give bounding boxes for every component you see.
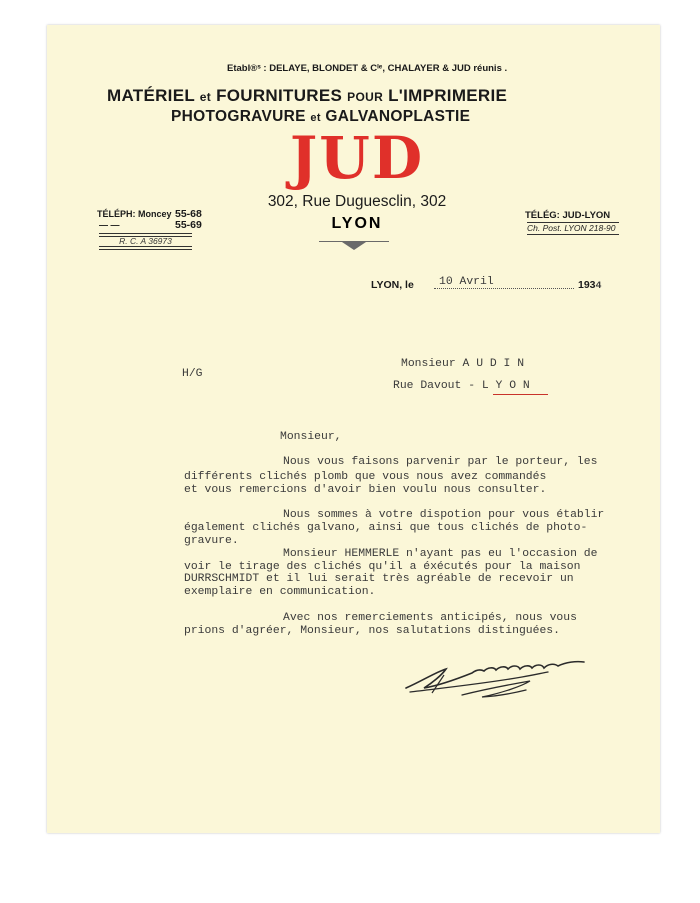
decorative-triangle-icon (342, 242, 366, 250)
salutation: Monsieur, (280, 431, 342, 443)
date-dotted-line (434, 288, 574, 289)
paragraph-4-line-2: prions d'agréer, Monsieur, nos salutations distinguées. (184, 625, 560, 637)
date-year (578, 279, 602, 292)
paragraph-2-line-3: gravure. (184, 535, 239, 547)
letter-sheet (47, 25, 660, 833)
header-pour: POUR (347, 90, 384, 104)
recipient-city: L Y O N (481, 380, 530, 392)
header-line-1 (107, 86, 507, 106)
header-imprimerie: L'IMPRIMERIE (388, 86, 508, 105)
signature-icon (402, 655, 592, 703)
recipient-street: Rue Davout - (393, 380, 482, 392)
paragraph-2-line-1: Nous sommes à votre dispotion pour vous établir (283, 509, 605, 521)
header-photogravure: PHOTOGRAVURE (171, 108, 306, 125)
postal-account: Ch. Post. LYON 218-90 (527, 223, 616, 233)
paragraph-1-line-1: Nous vous faisons parvenir par le porteur, les (283, 456, 598, 468)
paragraph-1-line-2: différents clichés plomb que vous nous avez commandés (184, 471, 547, 483)
date-prefix: LYON, le (371, 279, 414, 291)
paragraph-1-line-3: et vous remercions d'avoir bien voulu nous consulter. (184, 484, 547, 496)
paragraph-3-line-4: exemplaire en communication. (184, 586, 376, 598)
recipient-address (393, 380, 530, 392)
double-rule-bottom (99, 246, 192, 250)
header-galvanoplastie: GALVANOPLASTIE (325, 108, 471, 125)
paragraph-3-line-2: voir le tirage des clichés qu'il a éxécutés pour la maison (184, 561, 581, 573)
header-et-1: et (199, 90, 212, 104)
company-address: 302, Rue Duguesclin, 302 (267, 193, 447, 210)
header-materiel: MATÉRIEL (107, 86, 195, 105)
paragraph-3-line-3: DURRSCHMIDT et il lui serait très agréable de recevoir un (184, 573, 574, 585)
rc-number: R. C. A 36973 (119, 236, 172, 246)
recipient-city-underline (493, 394, 548, 395)
phone-numbers (175, 209, 202, 231)
paragraph-3-line-1: Monsieur HEMMERLE n'ayant pas eu l'occasion de (283, 548, 598, 560)
year-digit: 4 (595, 281, 602, 292)
header-et-2: et (310, 112, 321, 124)
year-prefix: 193 (578, 279, 596, 291)
recipient-name: Monsieur A U D I N (401, 358, 525, 370)
company-city: LYON (331, 215, 383, 232)
telegraph-address: TÉLÉG: JUD-LYON (525, 210, 611, 221)
date-value: 10 Avril (439, 276, 494, 288)
postal-rule (527, 234, 619, 235)
establishments-line: Etabl®ˢ : DELAYE, BLONDET & Cᴵᵉ, CHALAYER & JUD réunis . (227, 63, 508, 74)
phone-number-1: 55-68 (175, 208, 202, 220)
phone-number-2: 55-69 (175, 219, 202, 231)
paragraph-4-line-1: Avec nos remerciements anticipés, nous vous (283, 612, 577, 624)
paragraph-2-line-2: également clichés galvano, ainsi que tous clichés de photo- (184, 522, 588, 534)
header-fournitures: FOURNITURES (216, 86, 343, 105)
phone-label: TÉLÉPH: Moncey (97, 209, 172, 219)
brand-logo: JUD (289, 124, 425, 192)
phone-dashes: — — (99, 220, 120, 230)
handwritten-signature (402, 655, 592, 708)
reference-initials: H/G (182, 368, 203, 380)
